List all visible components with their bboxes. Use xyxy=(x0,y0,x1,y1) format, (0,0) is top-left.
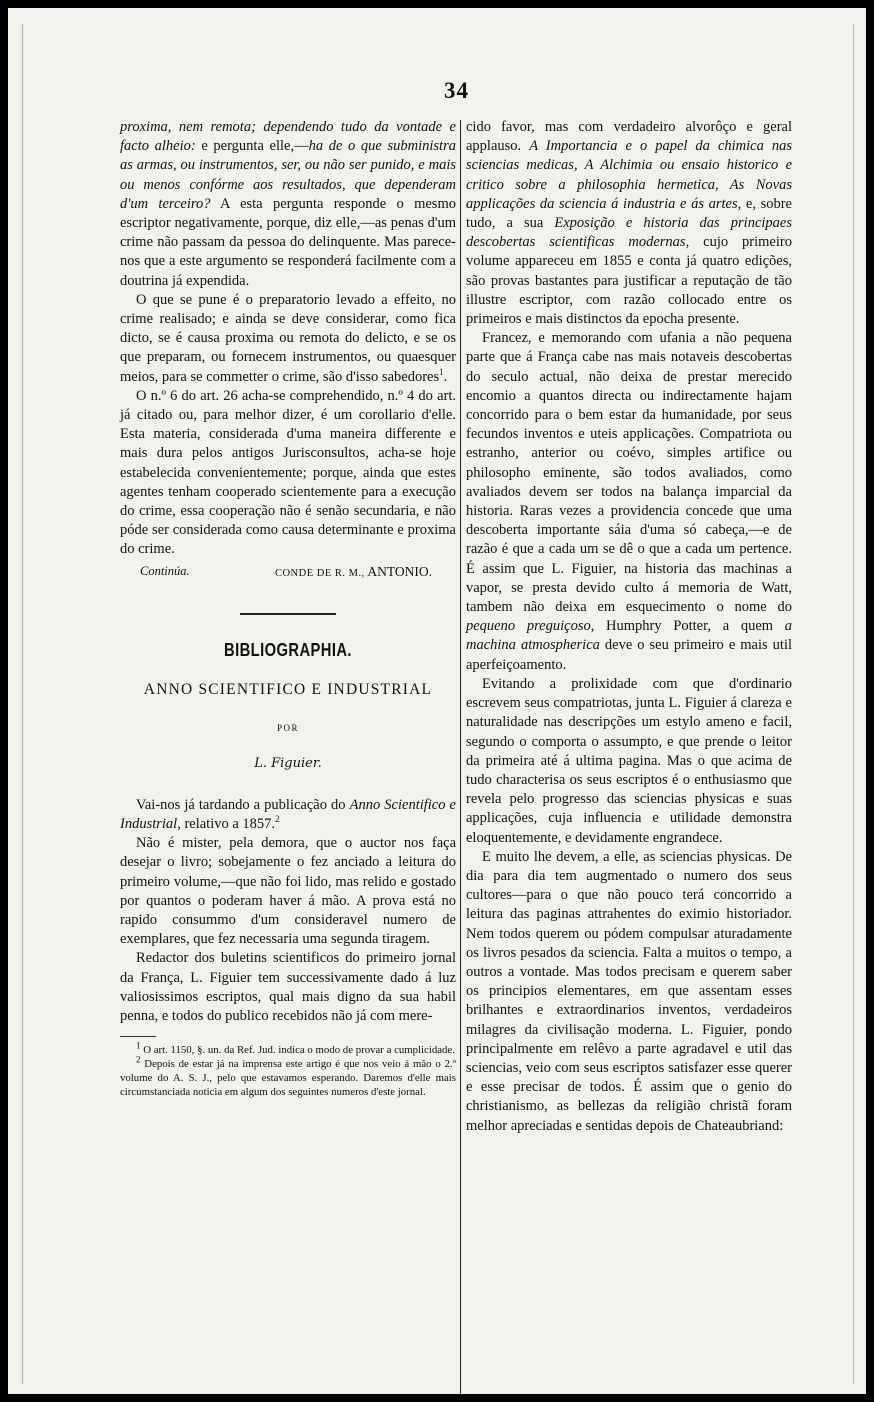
article-signature xyxy=(140,562,432,583)
section-divider xyxy=(240,613,336,615)
book-by-label: POR xyxy=(276,723,299,734)
continue-label: Continúa. xyxy=(140,563,190,578)
left-column xyxy=(120,118,456,1099)
paragraph: proxima, nem remota; dependendo tudo da vontade e facto alheio: e pergunta elle,—ha de o que subministra as armas, ou instrumentos, ser, ou não ser punido, e mais ou menos confórme aos resultados, que dependeram d'um terceiro? A esta pergunta responde o mesmo escriptor negativamente, porque, diz elle,—as penas d'um crime não passam da pessoa do delinquente. Mas parece-nos que a este argumento se responderá facilmente com a doutrina já expendida. xyxy=(120,119,456,289)
book-author-name: L. Figuier. xyxy=(254,756,322,772)
paragraph: O que se pune é o preparatorio levado a effeito, no crime realisado; e ainda se deve considerar, como fica dicto, se é causa proxima ou remota do delicto, e se os que preparam, ou fornecem instrumentos, ou quaesquer meios, para se commetter o crime, são d'isso sabedores$^1$. xyxy=(120,291,456,385)
newspaper-page xyxy=(8,8,866,1394)
footnote: $^2$ Depois de estar já na imprensa este artigo é que nos veio á mão o 2.º volume do A. S. J., pelo que estavamos esperando. Daremos d'elle mais circumstanciada noticia em algum dos seguintes numeros d'este jornal. xyxy=(120,1054,456,1099)
paragraph: Francez, e memorando com ufania a não pequena parte que á França cabe nas mais notaveis descobertas do seculo actual, não deixa de prestar merecido encomio a quantos directa ou indirectamente hajam concorrido para o bem estar da humanidade, por seus fecundos inventos e uteis applicações. Compatriota ou estranho, anterior ou coévo, simples artifice ou philosopho eminente, são todos avaliados, como avaliados devem ser todos na balança imparcial da historia. Raras vezes a providencia concede que uma descoberta importante sáia d'uma só cabeça,—e de razão é que a cada um se dê o que a cada um pertence. É assim que L. Figuier, na historia das machinas a vapor, se presta devido culto á memoria de Watt, tambem não deixa em esquecimento o nome do pequeno preguiçoso, Humphry Potter, a quem a machina atmospherica deve o seu primeiro e mais util aperfeiçoamento. xyxy=(466,330,792,673)
page-number: 34 xyxy=(444,78,469,103)
author-prefix: CONDE DE R. M., xyxy=(274,567,365,579)
left-paragraphs-after xyxy=(120,796,456,1026)
book-author xyxy=(120,754,456,773)
section-heading: BIBLIOGRAPHIA. xyxy=(224,639,352,660)
footnotes xyxy=(120,1040,456,1099)
right-column xyxy=(466,118,792,1136)
book-title: ANNO SCIENTIFICO E INDUSTRIAL xyxy=(143,681,433,699)
paragraph: Não é mister, pela demora, que o auctor nos faça desejar o livro; sobejamente o fez anciado a leitura do primeiro volume,—que não foi lido, mas relido e gostado por quantos o poderam haver á mão. A prova está no rapido consummo d'um consideravel numero de exemplares, que fez necessaria uma segunda tiragem. xyxy=(120,835,456,948)
paragraph: Evitando a prolixidade com que d'ordinario escrevem seus compatriotas, junta L. Figuier á clareza e naturalidade nas descripções um estylo ameno e facil, segundo o comporta o assumpto, e que prende o leitor da primeira até á ultima pagina. Mas o que acima de tudo characterisa os seus escriptos é o enthusiasmo que revela pelo progresso das sciencias physicas e suas applicações, cuja influencia e utilidade demonstra eloquentemente, e devidamente engrandece. xyxy=(466,675,792,846)
paragraph: Vai-nos já tardando a publicação do Anno Scientifico e Industrial, relativo a 1857.$^2$ xyxy=(120,796,456,832)
column-rule xyxy=(460,120,461,1394)
paragraph: E muito lhe devem, a elle, as sciencias physicas. De dia para dia tem augmentado o numero dos seus cultores—para o que não pouco terá concorrido a leitura das paginas attrahentes do eximio historiador. Nem todos querem ou pódem compulsar aturadamente os livros pesados da sciencia. Falta a muitos o tempo, a outros a vontade. Mas todos precisam e querem saber os principios elementares, em que assentam esses brilhantes e extraordinarios inventos, verdadeiros milagres da civilisação moderna. L. Figuier, pondo principalmente em relêvo a parte agradavel e util das sciencias, veio com seus escriptos satisfazer esse querer e esse precisar de todos. É assim que o genio do christianismo, as bellezas da religião christã foram melhor apreciadas e sentidas depois de Chateaubriand: xyxy=(466,848,792,1134)
footnote-divider xyxy=(120,1036,156,1037)
paragraph: O n.º 6 do art. 26 acha-se comprehendido, n.º 4 do art. já citado ou, para melhor dizer, é um corollario d'elle. Esta materia, considerada d'uma maneira differente e mais dura pelos antigos Jurisconsultos, acha-se hoje estabelecida convenientemente; porque, ainda que estes agentes tenham cooperado scientemente para a execução do crime, essa cooperação não é senão secundaria, e não póde ser considerada como causa determinante e proxima do crime. xyxy=(120,387,456,558)
author-signature xyxy=(275,562,432,583)
right-paragraphs xyxy=(466,118,792,1136)
author-name: ANTONIO. xyxy=(367,563,432,579)
left-paragraphs xyxy=(120,118,456,560)
footnote: $^1$ O art. 1150, §. un. da Ref. Jud. indica o modo de provar a cumplicidade. xyxy=(136,1040,455,1057)
paragraph: cido favor, mas com verdadeiro alvorôço e geral applauso. A Importancia e o papel da chimica nas sciencias medicas, A Alchimia ou ensaio historico e critico sobre a philosophia hermetica, As Novas applicações da sciencia á industria e ás artes, e, sobre tudo, a sua Exposição e historia das principaes descobertas scientificas modernas, cujo primeiro volume appareceu em 1855 e conta já quatro edições, são provas bastantes para justificar a reputação de tão illustre escriptor, com razão collocado entre os primeiros e mais distinctos da epocha presente. xyxy=(466,119,792,328)
paragraph: Redactor dos buletins scientificos do primeiro jornal da França, L. Figuier tem successivamente dado á luz valiosissimos escriptos, qual mais digno da sua habil penna, e todos do publico recebidos não já com mere- xyxy=(120,950,456,1024)
